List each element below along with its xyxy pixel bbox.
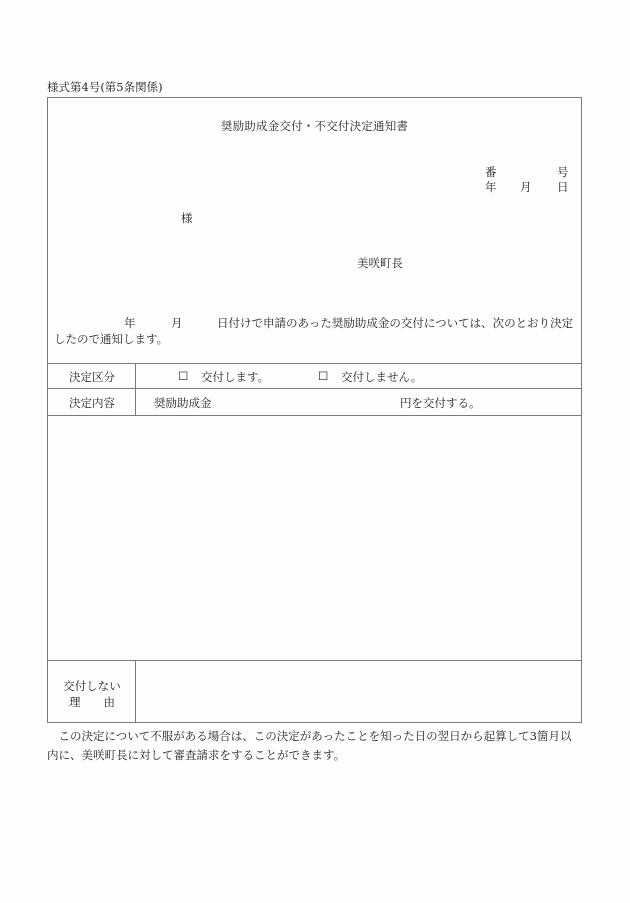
appeal-notice-line2: 内に、美咲町長に対して審査請求をすることができます。: [47, 748, 346, 762]
reason-field[interactable]: [136, 661, 581, 722]
intro-month: 月: [171, 316, 183, 330]
notice-frame: [47, 97, 582, 723]
reason-label-line2: 理 由: [69, 695, 115, 709]
no-grant-checkbox[interactable]: ☐: [318, 369, 329, 383]
grant-option-label: 交付します。: [201, 370, 270, 384]
form-number: 様式第4号(第5条関係): [47, 80, 163, 94]
ref-number-suffix: 号: [557, 165, 569, 179]
ref-month-label: 月: [520, 180, 532, 194]
details-blank-area: [48, 416, 581, 659]
grant-item: 奨励助成金: [154, 396, 212, 410]
ref-day-label: 日: [557, 180, 569, 194]
reason-label-line1: 交付しない: [63, 679, 121, 693]
appeal-notice: [47, 727, 582, 765]
intro-year: 年: [124, 316, 136, 330]
intro-line2: したので通知します。: [54, 332, 169, 346]
decision-category-label: 決定区分: [69, 370, 115, 384]
table-top-divider: [48, 363, 581, 364]
no-grant-option-label: 交付しません。: [341, 370, 423, 384]
row-divider-1: [48, 388, 581, 389]
decision-content-label: 決定内容: [69, 396, 115, 410]
amount-suffix: 円を交付する。: [400, 396, 481, 410]
ref-year-label: 年: [485, 180, 497, 194]
appeal-notice-line1: この決定について不服がある場合は、この決定があったことを知った日の翌日から起算して3箇月以: [47, 729, 572, 743]
ref-number-label: 番: [485, 165, 497, 179]
grant-checkbox[interactable]: ☐: [178, 369, 189, 383]
intro-line1: 日付けで申請のあった奨励助成金の交付については、次のとおり決定: [217, 316, 574, 330]
document-title: 奨励助成金交付・不交付決定通知書: [220, 119, 409, 133]
recipient-honorific: 様: [181, 211, 193, 225]
issuer-name: 美咲町長: [357, 256, 403, 270]
